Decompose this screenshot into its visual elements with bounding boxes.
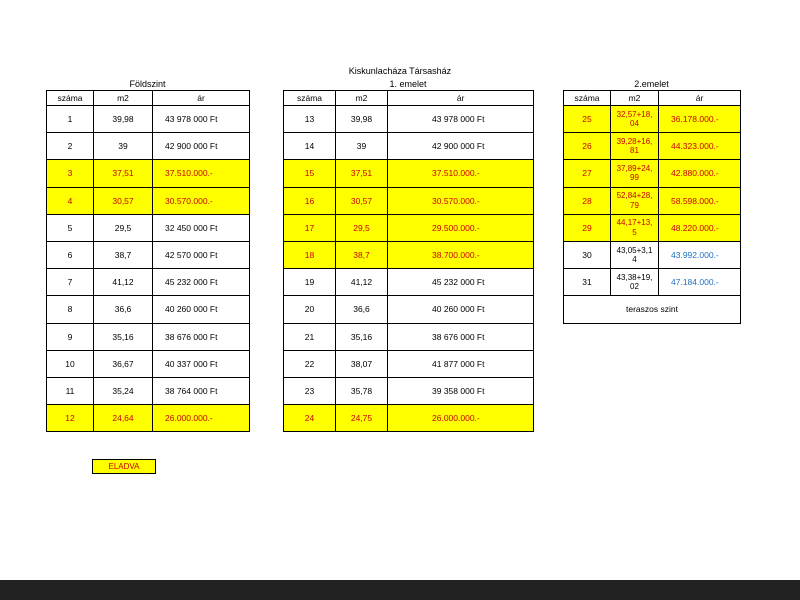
unit-area bbox=[611, 133, 659, 160]
unit-no: 6 bbox=[47, 241, 94, 268]
unit-no: 24 bbox=[284, 405, 336, 432]
unit-price: 43 978 000 Ft bbox=[153, 106, 250, 133]
unit-no: 28 bbox=[564, 187, 611, 214]
table-row-sold bbox=[284, 160, 534, 187]
unit-no: 22 bbox=[284, 350, 336, 377]
unit-price: 45 232 000 Ft bbox=[388, 269, 534, 296]
unit-no: 20 bbox=[284, 296, 336, 323]
table-row bbox=[47, 323, 250, 350]
table-row bbox=[284, 377, 534, 404]
unit-area-line2: 02 bbox=[630, 282, 639, 292]
unit-price: 40 260 000 Ft bbox=[153, 296, 250, 323]
table-row bbox=[564, 241, 741, 268]
unit-price: 42 900 000 Ft bbox=[153, 133, 250, 160]
unit-price: 58.598.000.- bbox=[659, 187, 741, 214]
floor-table-first bbox=[283, 90, 534, 432]
unit-price: 38.700.000.- bbox=[388, 241, 534, 268]
unit-no: 19 bbox=[284, 269, 336, 296]
unit-price: 39 358 000 Ft bbox=[388, 377, 534, 404]
unit-area-line2: 4 bbox=[632, 255, 637, 265]
unit-no: 12 bbox=[47, 405, 94, 432]
table-row bbox=[284, 323, 534, 350]
unit-price: 42 900 000 Ft bbox=[388, 133, 534, 160]
unit-area: 36,6 bbox=[336, 296, 388, 323]
table-row-sold bbox=[564, 160, 741, 187]
unit-area bbox=[611, 187, 659, 214]
unit-no: 8 bbox=[47, 296, 94, 323]
unit-price: 40 337 000 Ft bbox=[153, 350, 250, 377]
unit-no: 18 bbox=[284, 241, 336, 268]
unit-no: 3 bbox=[47, 160, 94, 187]
unit-no: 13 bbox=[284, 106, 336, 133]
unit-no: 17 bbox=[284, 214, 336, 241]
table-row-sold bbox=[47, 405, 250, 432]
unit-no: 11 bbox=[47, 377, 94, 404]
unit-area: 37,51 bbox=[336, 160, 388, 187]
unit-no: 26 bbox=[564, 133, 611, 160]
col-header-no: száma bbox=[564, 91, 611, 106]
table-row bbox=[284, 106, 534, 133]
table-row bbox=[564, 269, 741, 296]
unit-area bbox=[611, 160, 659, 187]
table-row bbox=[284, 133, 534, 160]
unit-area bbox=[611, 214, 659, 241]
col-header-price: ár bbox=[388, 91, 534, 106]
unit-area: 24,75 bbox=[336, 405, 388, 432]
table-row bbox=[284, 350, 534, 377]
unit-price: 43 978 000 Ft bbox=[388, 106, 534, 133]
unit-area-line2: 04 bbox=[630, 119, 639, 129]
table-row bbox=[47, 269, 250, 296]
unit-price: 48.220.000.- bbox=[659, 214, 741, 241]
table-row bbox=[47, 214, 250, 241]
unit-no: 30 bbox=[564, 241, 611, 268]
unit-price: 42.880.000.- bbox=[659, 160, 741, 187]
document-title: Kiskunlacháza Társasház bbox=[348, 66, 452, 76]
table-row-sold bbox=[284, 214, 534, 241]
unit-area: 35,16 bbox=[336, 323, 388, 350]
unit-price: 26.000.000.- bbox=[388, 405, 534, 432]
unit-no: 2 bbox=[47, 133, 94, 160]
col-header-area: m2 bbox=[336, 91, 388, 106]
unit-price: 30.570.000.- bbox=[153, 187, 250, 214]
unit-no: 27 bbox=[564, 160, 611, 187]
unit-no: 4 bbox=[47, 187, 94, 214]
unit-price: 47.184.000.- bbox=[659, 269, 741, 296]
unit-no: 14 bbox=[284, 133, 336, 160]
unit-area: 41,12 bbox=[94, 269, 153, 296]
unit-area-line2: 81 bbox=[630, 146, 639, 156]
unit-area-line1: 37,89+24, bbox=[616, 163, 653, 173]
unit-no: 16 bbox=[284, 187, 336, 214]
unit-area: 39 bbox=[94, 133, 153, 160]
unit-area: 35,24 bbox=[94, 377, 153, 404]
unit-area-line2: 5 bbox=[632, 227, 637, 237]
unit-no: 29 bbox=[564, 214, 611, 241]
unit-area-line1: 43,05+3,1 bbox=[616, 245, 653, 255]
unit-area-line1: 44,17+13, bbox=[616, 218, 653, 228]
col-header-price: ár bbox=[153, 91, 250, 106]
table-row bbox=[47, 133, 250, 160]
table-row-sold bbox=[564, 187, 741, 214]
sold-legend: ELADVA bbox=[92, 459, 156, 474]
unit-price: 43.992.000.- bbox=[659, 241, 741, 268]
unit-area-line2: 79 bbox=[630, 200, 639, 210]
unit-area: 24,64 bbox=[94, 405, 153, 432]
unit-no: 31 bbox=[564, 269, 611, 296]
unit-price: 38 676 000 Ft bbox=[153, 323, 250, 350]
table-header-row bbox=[564, 91, 741, 106]
unit-area: 30,57 bbox=[336, 187, 388, 214]
unit-price: 38 676 000 Ft bbox=[388, 323, 534, 350]
table-row bbox=[284, 296, 534, 323]
unit-no: 5 bbox=[47, 214, 94, 241]
table-row-sold bbox=[47, 160, 250, 187]
table-row bbox=[47, 350, 250, 377]
floor-table-second bbox=[563, 90, 741, 324]
unit-area: 39 bbox=[336, 133, 388, 160]
unit-price: 41 877 000 Ft bbox=[388, 350, 534, 377]
unit-area: 38,07 bbox=[336, 350, 388, 377]
unit-price: 37.510.000.- bbox=[388, 160, 534, 187]
unit-area: 38,7 bbox=[336, 241, 388, 268]
col-header-area: m2 bbox=[611, 91, 659, 106]
unit-no: 9 bbox=[47, 323, 94, 350]
unit-area-line1: 52,84+28, bbox=[616, 191, 653, 201]
unit-no: 23 bbox=[284, 377, 336, 404]
floor-title-first: 1. emelet bbox=[389, 79, 427, 89]
unit-no: 15 bbox=[284, 160, 336, 187]
unit-area bbox=[611, 106, 659, 133]
unit-price: 26.000.000.- bbox=[153, 405, 250, 432]
table-header-row bbox=[284, 91, 534, 106]
unit-area-line1: 39,28+16, bbox=[616, 136, 653, 146]
table-row-sold bbox=[284, 241, 534, 268]
col-header-area: m2 bbox=[94, 91, 153, 106]
table-row-sold bbox=[284, 405, 534, 432]
terrace-level-label: teraszos szint bbox=[564, 296, 741, 323]
table-row-sold bbox=[284, 187, 534, 214]
unit-price: 38 764 000 Ft bbox=[153, 377, 250, 404]
unit-price: 32 450 000 Ft bbox=[153, 214, 250, 241]
table-row-sold bbox=[47, 187, 250, 214]
unit-price: 29.500.000.- bbox=[388, 214, 534, 241]
unit-no: 10 bbox=[47, 350, 94, 377]
unit-price: 45 232 000 Ft bbox=[153, 269, 250, 296]
unit-area: 38,7 bbox=[94, 241, 153, 268]
unit-price: 44.323.000.- bbox=[659, 133, 741, 160]
table-row-sold bbox=[564, 214, 741, 241]
unit-area: 41,12 bbox=[336, 269, 388, 296]
bottom-bar bbox=[0, 580, 800, 600]
unit-area: 29,5 bbox=[94, 214, 153, 241]
col-header-price: ár bbox=[659, 91, 741, 106]
unit-no: 1 bbox=[47, 106, 94, 133]
table-row bbox=[47, 296, 250, 323]
unit-area-line2: 99 bbox=[630, 173, 639, 183]
table-row bbox=[284, 269, 534, 296]
unit-no: 21 bbox=[284, 323, 336, 350]
unit-price: 30.570.000.- bbox=[388, 187, 534, 214]
table-row-sold bbox=[564, 106, 741, 133]
unit-area: 39,98 bbox=[336, 106, 388, 133]
floor-title-ground: Földszint bbox=[129, 79, 166, 89]
table-row bbox=[47, 106, 250, 133]
unit-price: 42 570 000 Ft bbox=[153, 241, 250, 268]
unit-price: 40 260 000 Ft bbox=[388, 296, 534, 323]
table-header-row bbox=[47, 91, 250, 106]
table-row bbox=[47, 241, 250, 268]
col-header-no: száma bbox=[284, 91, 336, 106]
unit-area: 29,5 bbox=[336, 214, 388, 241]
floor-table-ground bbox=[46, 90, 250, 432]
unit-price: 37.510.000.- bbox=[153, 160, 250, 187]
unit-area: 35,16 bbox=[94, 323, 153, 350]
unit-area: 37,51 bbox=[94, 160, 153, 187]
unit-area-line1: 43,38+19, bbox=[616, 272, 653, 282]
unit-area: 39,98 bbox=[94, 106, 153, 133]
unit-no: 7 bbox=[47, 269, 94, 296]
unit-area: 30,57 bbox=[94, 187, 153, 214]
terrace-row bbox=[564, 296, 741, 323]
table-row-sold bbox=[564, 133, 741, 160]
unit-area: 36,67 bbox=[94, 350, 153, 377]
unit-area bbox=[611, 269, 659, 296]
unit-no: 25 bbox=[564, 106, 611, 133]
unit-area: 36,6 bbox=[94, 296, 153, 323]
unit-area bbox=[611, 241, 659, 268]
floor-title-second: 2.emelet bbox=[634, 79, 669, 89]
unit-area-line1: 32,57+18, bbox=[616, 109, 653, 119]
unit-area: 35,78 bbox=[336, 377, 388, 404]
unit-price: 36.178.000.- bbox=[659, 106, 741, 133]
col-header-no: száma bbox=[47, 91, 94, 106]
table-row bbox=[47, 377, 250, 404]
